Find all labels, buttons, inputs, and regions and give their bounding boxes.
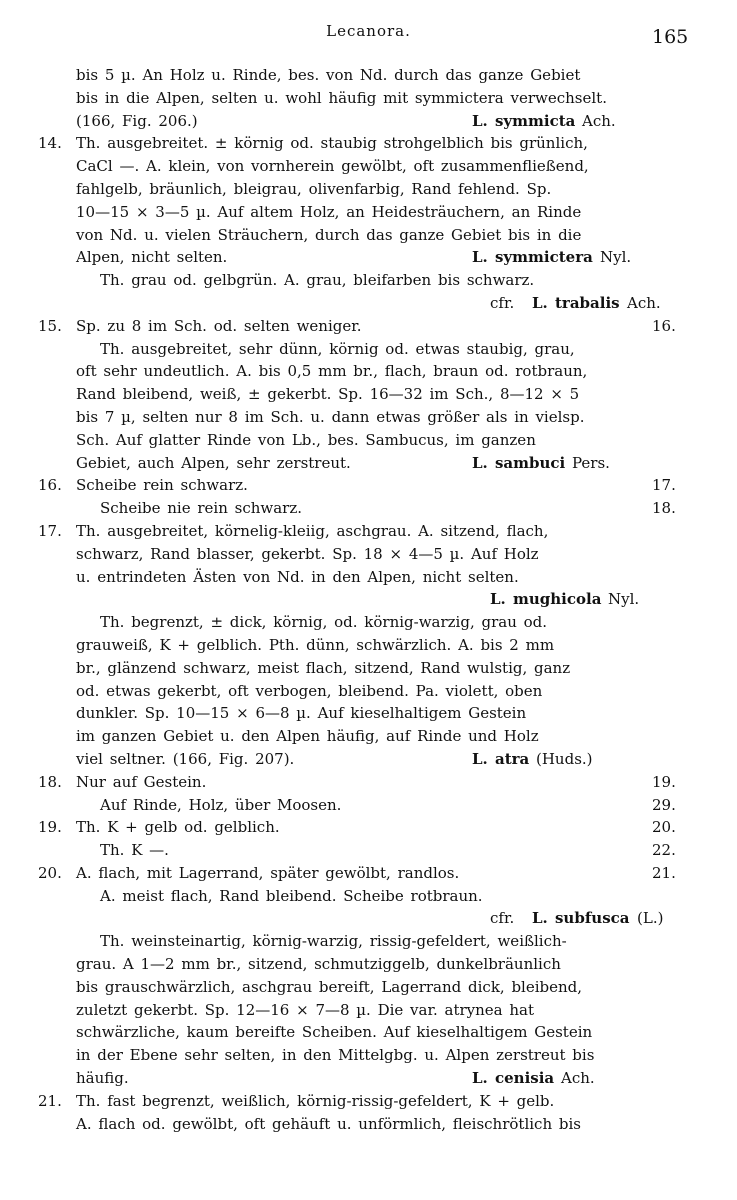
line-text: grau. A 1—2 mm br., sitzend, schmutziggelb, dunkelbräunlich xyxy=(76,955,561,974)
text-line xyxy=(0,452,737,475)
text-line xyxy=(0,315,737,338)
line-text: A. flach od. gewölbt, oft gehäuft u. unförmlich, fleischrötlich bis xyxy=(76,1114,581,1133)
line-text: grauweiß, K + gelblich. Pth. dünn, schwärzlich. A. bis 2 mm xyxy=(76,635,555,654)
text-line xyxy=(0,110,737,133)
text-line xyxy=(0,338,737,361)
line-text: Th. fast begrenzt, weißlich, körnig-rissig-gefeldert, K + gelb. xyxy=(76,1091,555,1110)
line-text: bis in die Alpen, selten u. wohl häufig mit symmictera verwechselt. xyxy=(76,88,607,107)
species-authority: Ach. xyxy=(582,111,616,130)
species-authority: (Huds.) xyxy=(536,749,593,768)
couplet-reference: 21. xyxy=(652,863,676,882)
text-line xyxy=(0,429,737,452)
text-line xyxy=(0,566,737,589)
text-line xyxy=(0,680,737,703)
species-name: L. mughicola xyxy=(490,590,602,609)
couplet-reference: 29. xyxy=(652,795,676,814)
line-text: Th. ausgebreitet. ± körnig od. staubig strohgelblich bis grünlich, xyxy=(76,134,588,153)
text-line xyxy=(0,634,737,657)
text-line xyxy=(0,794,737,817)
line-text: (166, Fig. 206.) xyxy=(76,111,198,130)
text-line xyxy=(0,474,737,497)
text-line xyxy=(0,771,737,794)
line-text: od. etwas gekerbt, oft verbogen, bleibend. Pa. violett, oben xyxy=(76,681,543,700)
line-text: Th. K —. xyxy=(100,841,169,860)
couplet-number: 15. xyxy=(38,316,62,335)
species-name: L. trabalis xyxy=(532,293,620,312)
line-text: Th. K + gelb od. gelblich. xyxy=(76,818,280,837)
species-name: L. symmictera xyxy=(472,248,593,267)
couplet-reference: 16. xyxy=(652,316,676,335)
species-authority: Nyl. xyxy=(608,590,640,609)
couplet-number: 16. xyxy=(38,476,62,495)
line-text: schwarz, Rand blasser, gekerbt. Sp. 18 × 4—5 µ. Auf Holz xyxy=(76,544,539,563)
text-line xyxy=(0,953,737,976)
text-line xyxy=(0,383,737,406)
line-text: in der Ebene sehr selten, in den Mittelgbg. u. Alpen zerstreut bis xyxy=(76,1046,595,1065)
line-text: Alpen, nicht selten. xyxy=(76,248,228,267)
couplet-reference: 19. xyxy=(652,772,676,791)
couplet-number: 17. xyxy=(38,521,62,540)
line-text: Th. ausgebreitet, sehr dünn, körnig od. etwas staubig, grau, xyxy=(100,339,575,358)
text-line xyxy=(0,1113,737,1136)
text-line xyxy=(0,816,737,839)
text-line xyxy=(0,132,737,155)
text-line xyxy=(0,497,737,520)
species-name: L. cenisia xyxy=(472,1069,555,1088)
text-line xyxy=(0,748,737,771)
line-text: zuletzt gekerbt. Sp. 12—16 × 7—8 µ. Die var. atrynea hat xyxy=(76,1000,535,1019)
text-line xyxy=(0,885,737,908)
text-line xyxy=(0,930,737,953)
line-text: Nur auf Gestein. xyxy=(76,772,207,791)
text-line xyxy=(0,907,737,930)
line-text: häufig. xyxy=(76,1069,129,1088)
text-line xyxy=(0,406,737,429)
couplet-number: 19. xyxy=(38,818,62,837)
text-line xyxy=(0,1021,737,1044)
line-text: im ganzen Gebiet u. den Alpen häufig, auf Rinde und Holz xyxy=(76,727,539,746)
couplet-number: 20. xyxy=(38,863,62,882)
line-text: dunkler. Sp. 10—15 × 6—8 µ. Auf kieselhaltigem Gestein xyxy=(76,704,527,723)
text-line xyxy=(0,702,737,725)
running-title: Lecanora. xyxy=(326,22,411,40)
line-text: A. flach, mit Lagerrand, später gewölbt, randlos. xyxy=(76,863,460,882)
line-text: Gebiet, auch Alpen, sehr zerstreut. xyxy=(76,453,351,472)
line-text: CaCl —. A. klein, von vornherein gewölbt, oft zusammenfließend, xyxy=(76,157,589,176)
line-text: u. entrindeten Ästen von Nd. in den Alpen, nicht selten. xyxy=(76,567,519,586)
text-line xyxy=(0,520,737,543)
line-text: Th. begrenzt, ± dick, körnig, od. körnig-warzig, grau od. xyxy=(100,613,548,632)
line-text: Th. ausgebreitet, körnelig-kleiig, aschgrau. A. sitzend, flach, xyxy=(76,521,549,540)
text-line xyxy=(0,224,737,247)
text-line xyxy=(0,999,737,1022)
species-authority: Nyl. xyxy=(600,248,632,267)
species-authority: Ach. xyxy=(627,293,661,312)
species-name: L. atra xyxy=(472,749,530,768)
line-text: Auf Rinde, Holz, über Moosen. xyxy=(100,795,342,814)
species-name: L. sambuci xyxy=(472,453,566,472)
text-line xyxy=(0,155,737,178)
line-text: schwärzliche, kaum bereifte Scheiben. Auf kieselhaltigem Gestein xyxy=(76,1023,593,1042)
line-text: Scheibe nie rein schwarz. xyxy=(100,499,303,518)
text-line xyxy=(0,588,737,611)
text-line xyxy=(0,178,737,201)
key-text xyxy=(0,64,737,1135)
line-text: von Nd. u. vielen Sträuchern, durch das ganze Gebiet bis in die xyxy=(76,225,582,244)
line-text: Th. weinsteinartig, körnig-warzig, rissig-gefeldert, weißlich- xyxy=(100,932,567,951)
text-line xyxy=(0,269,737,292)
line-text: Rand bleibend, weiß, ± gekerbt. Sp. 16—32 im Sch., 8—12 × 5 xyxy=(76,385,580,404)
species-name: L. subfusca xyxy=(532,909,630,928)
text-line xyxy=(0,1044,737,1067)
couplet-number: 14. xyxy=(38,134,62,153)
text-line xyxy=(0,657,737,680)
page-number: 165 xyxy=(652,26,689,48)
line-text: Th. grau od. gelbgrün. A. grau, bleifarben bis schwarz. xyxy=(100,271,535,290)
text-line xyxy=(0,611,737,634)
line-text: bis 5 µ. An Holz u. Rinde, bes. von Nd. durch das ganze Gebiet xyxy=(76,66,581,84)
line-text: Sp. zu 8 im Sch. od. selten weniger. xyxy=(76,316,362,335)
line-text: cfr. xyxy=(490,909,515,928)
text-line xyxy=(0,292,737,315)
text-line xyxy=(0,543,737,566)
text-line xyxy=(0,839,737,862)
couplet-number: 21. xyxy=(38,1091,62,1110)
text-line xyxy=(0,1067,737,1090)
line-text: Sch. Auf glatter Rinde von Lb., bes. Sambucus, im ganzen xyxy=(76,430,536,449)
line-text: Scheibe rein schwarz. xyxy=(76,476,248,495)
line-text: br., glänzend schwarz, meist flach, sitzend, Rand wulstig, ganz xyxy=(76,658,571,677)
text-line xyxy=(0,862,737,885)
line-text: cfr. xyxy=(490,293,515,312)
text-line xyxy=(0,64,737,87)
line-text: 10—15 × 3—5 µ. Auf altem Holz, an Heidesträuchern, an Rinde xyxy=(76,202,582,221)
text-line xyxy=(0,725,737,748)
couplet-number: 18. xyxy=(38,772,62,791)
couplet-reference: 18. xyxy=(652,499,676,518)
line-text: fahlgelb, bräunlich, bleigrau, olivenfarbig, Rand fehlend. Sp. xyxy=(76,179,552,198)
species-authority: (L.) xyxy=(637,909,664,928)
line-text: oft sehr undeutlich. A. bis 0,5 mm br., flach, braun od. rotbraun, xyxy=(76,362,588,381)
couplet-reference: 20. xyxy=(652,818,676,837)
line-text: A. meist flach, Rand bleibend. Scheibe rotbraun. xyxy=(100,886,483,905)
couplet-reference: 17. xyxy=(652,476,676,495)
couplet-reference: 22. xyxy=(652,841,676,860)
text-line xyxy=(0,87,737,110)
species-authority: Ach. xyxy=(561,1069,595,1088)
species-authority: Pers. xyxy=(572,453,610,472)
line-text: bis grauschwärzlich, aschgrau bereift, Lagerrand dick, bleibend, xyxy=(76,977,583,996)
text-line xyxy=(0,360,737,383)
line-text: viel seltner. (166, Fig. 207). xyxy=(76,749,295,768)
text-line xyxy=(0,1090,737,1113)
text-line xyxy=(0,246,737,269)
text-line xyxy=(0,201,737,224)
species-name: L. symmicta xyxy=(472,111,576,130)
text-line xyxy=(0,976,737,999)
line-text: bis 7 µ, selten nur 8 im Sch. u. dann etwas größer als in vielsp. xyxy=(76,407,585,426)
